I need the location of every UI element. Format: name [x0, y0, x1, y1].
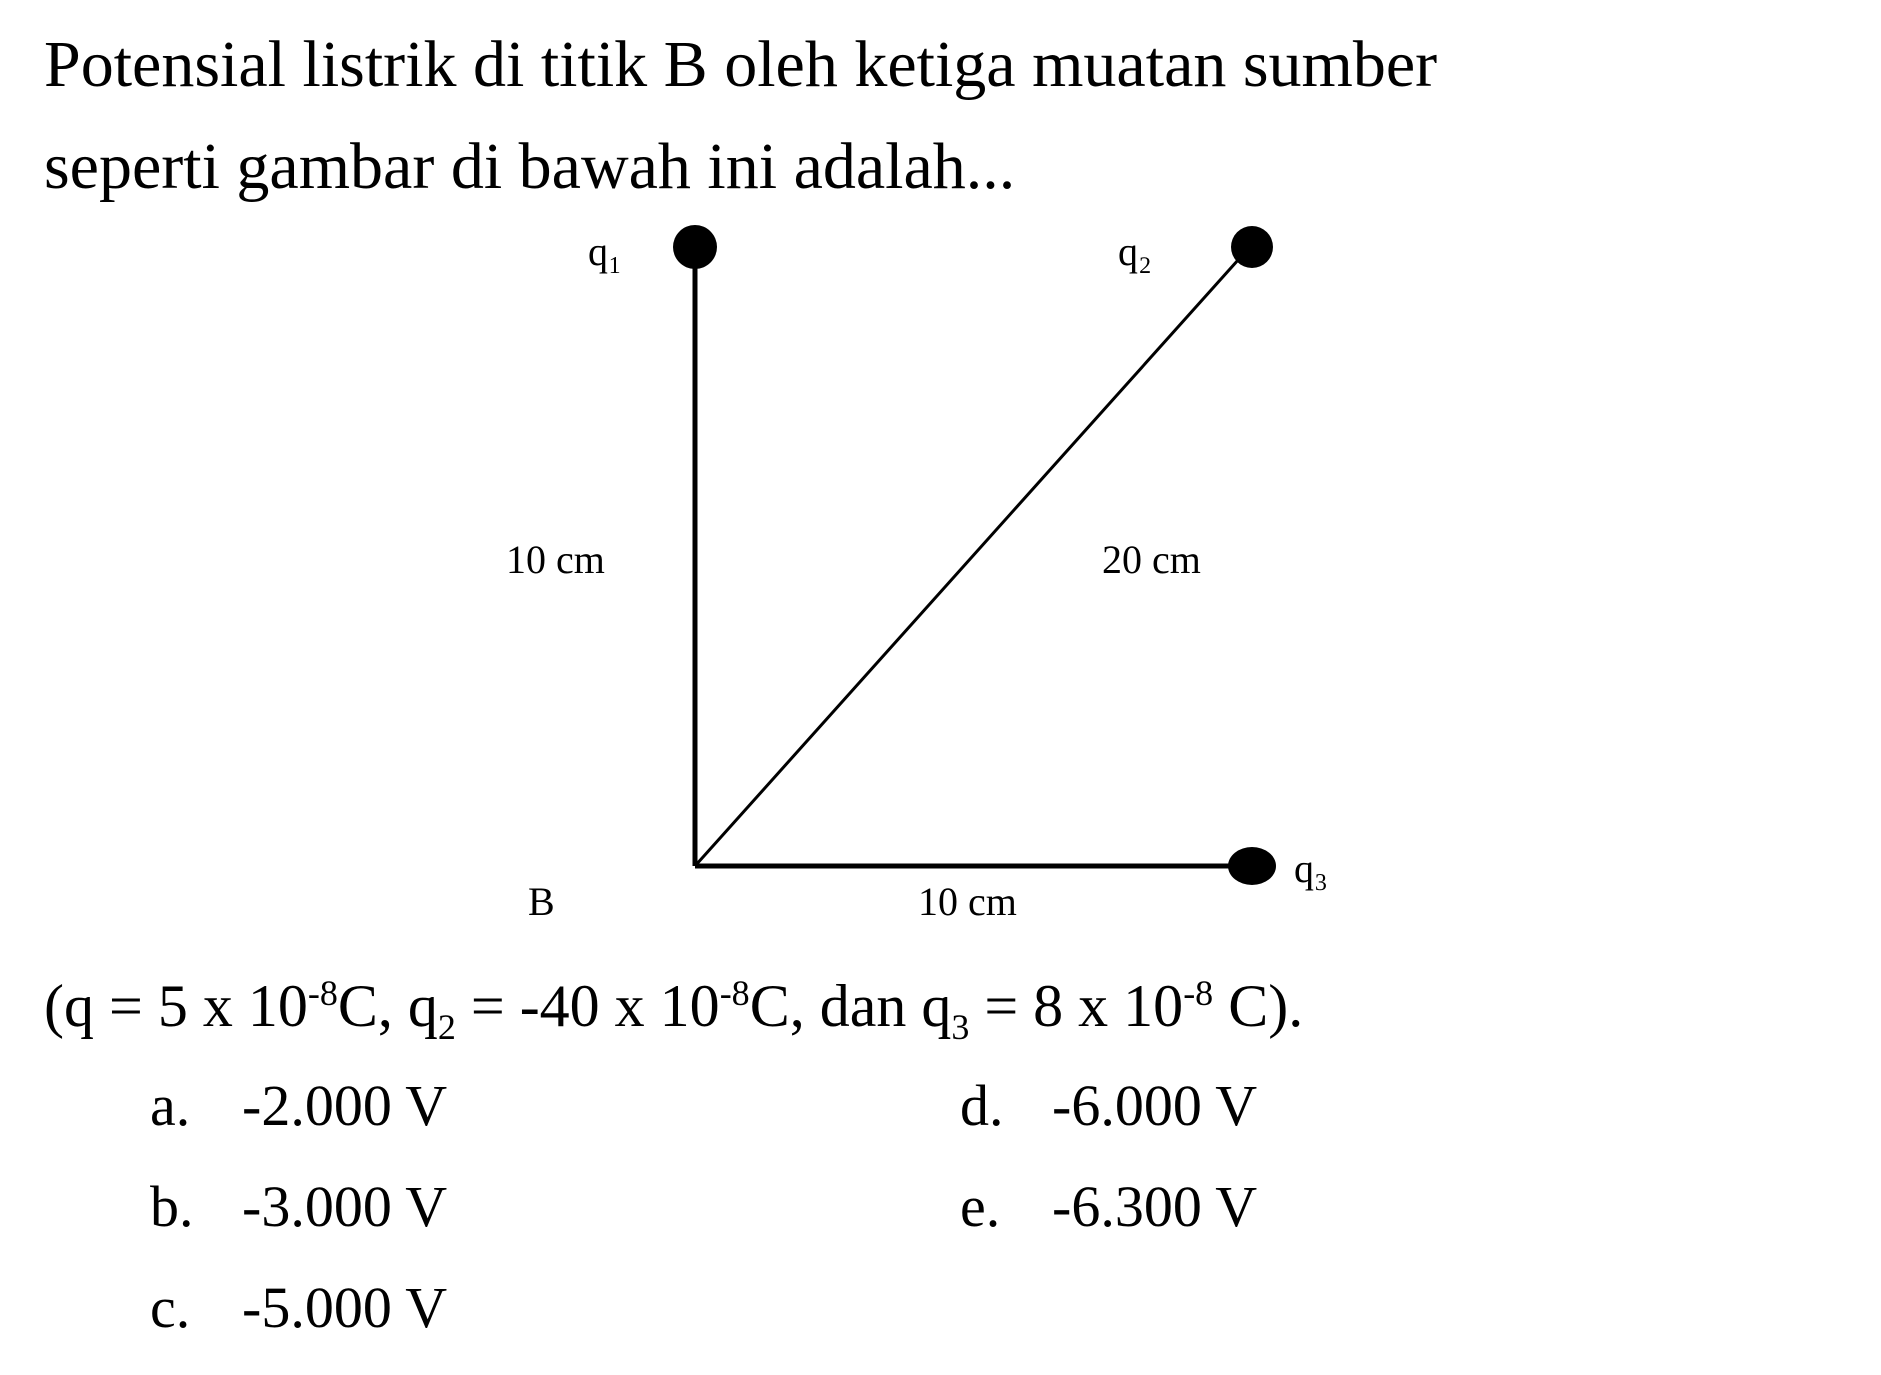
question-line-2: seperti gambar di bawah ini adalah... [44, 130, 1016, 203]
label-dist-q3: 10 cm [918, 879, 1017, 924]
label-point-b: B [528, 879, 555, 924]
given-part3: = -40 x 10 [455, 973, 720, 1039]
option-value: -3.000 V [242, 1174, 448, 1239]
option-value: -6.300 V [1052, 1174, 1258, 1239]
option-value: -5.000 V [242, 1275, 448, 1340]
option-a[interactable] [150, 1072, 447, 1139]
option-letter: d. [960, 1073, 1004, 1138]
given-open: (q = 5 x 10 [44, 973, 308, 1039]
label-dist-q1: 10 cm [506, 537, 605, 582]
option-letter: a. [150, 1073, 191, 1138]
option-e[interactable] [960, 1173, 1257, 1240]
option-value: -2.000 V [242, 1073, 448, 1138]
charge-q1-dot [673, 225, 717, 269]
given-exp1: -8 [307, 973, 338, 1013]
given-part4: C, dan q [749, 973, 952, 1039]
option-letter: c. [150, 1275, 191, 1340]
option-c[interactable] [150, 1274, 447, 1341]
given-close: C). [1213, 973, 1304, 1039]
option-letter: b. [150, 1174, 194, 1239]
given-values [44, 972, 1303, 1048]
option-value: -6.000 V [1052, 1073, 1258, 1138]
question-line-1: Potensial listrik di titik B oleh ketiga muatan sumber [44, 28, 1438, 101]
option-b[interactable] [150, 1173, 447, 1240]
label-dist-q2: 20 cm [1102, 537, 1201, 582]
given-exp3: -8 [1183, 973, 1214, 1013]
charge-q3-dot [1228, 847, 1276, 885]
given-exp2: -8 [719, 973, 750, 1013]
charge-q2-dot [1231, 226, 1273, 268]
label-q3: q₃ [1294, 846, 1328, 891]
option-d[interactable] [960, 1072, 1257, 1139]
label-q1: q₁ [588, 229, 622, 274]
given-part5: = 8 x 10 [969, 973, 1184, 1039]
given-sub2: 2 [437, 1007, 456, 1047]
given-sub3: 3 [951, 1007, 970, 1047]
label-q2: q₂ [1118, 229, 1152, 274]
given-part2: C, q [337, 973, 438, 1039]
option-letter: e. [960, 1174, 1001, 1239]
